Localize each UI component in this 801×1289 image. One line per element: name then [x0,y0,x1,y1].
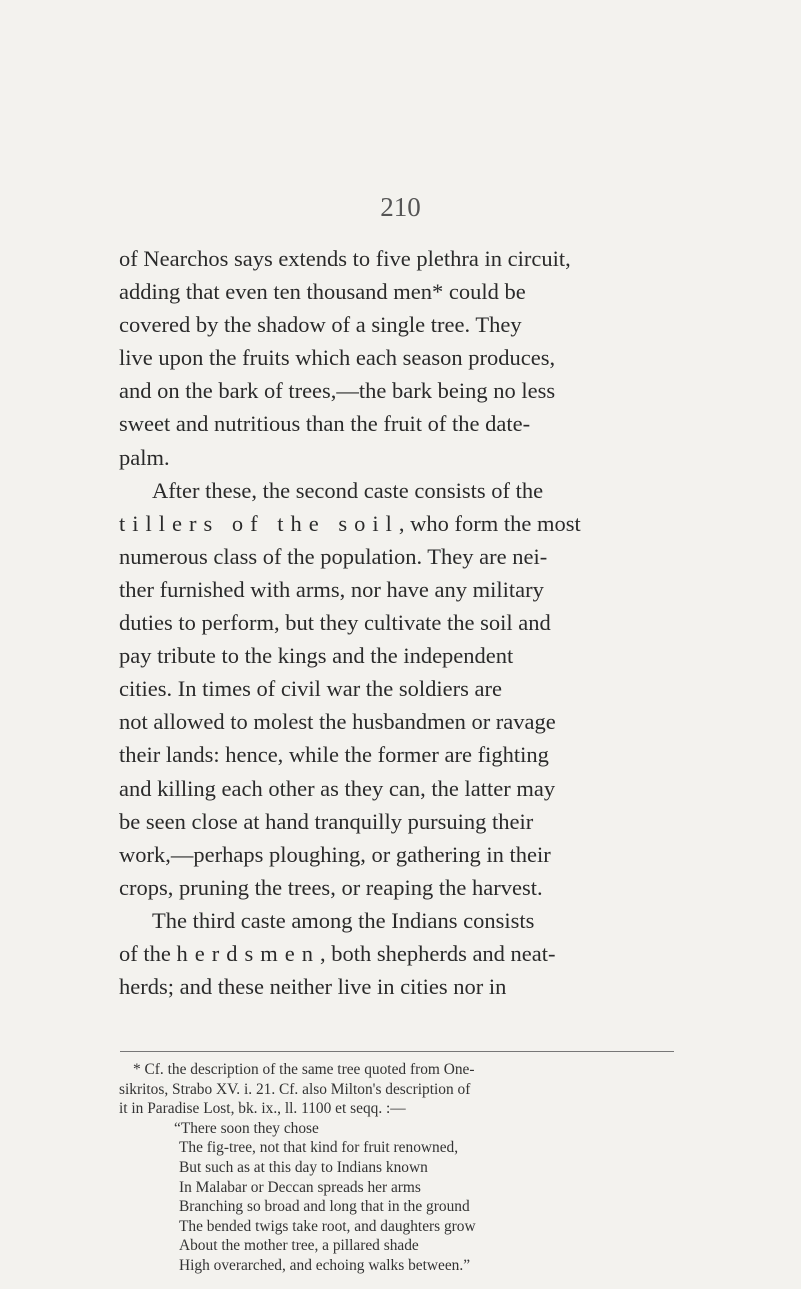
verse-line: High overarched, and echoing walks between.” [179,1256,471,1274]
text-line: The third caste among the Indians consists [152,907,535,933]
text-line: numerous class of the population. They are nei- [119,543,548,569]
text-line: herds; and these neither live in cities nor in [119,974,507,1000]
footnote-line: sikritos, Strabo XV. i. 21. Cf. also Milton's description of [119,1080,471,1098]
body-text [119,242,674,1003]
verse-line: About the mother tree, a pillared shade [179,1237,419,1255]
text-line: duties to perform, but they cultivate the soil and [119,610,551,636]
text-line: adding that even ten thousand men* could be [119,279,526,305]
text-line-spaced: tillers of the soil, who form the most [119,510,581,536]
text-line-spaced: of the herdsmen, both shepherds and neat- [119,940,556,966]
footnote [119,1060,674,1276]
text-line: ther furnished with arms, nor have any military [119,576,544,602]
text-line: After these, the second caste consists of the [152,477,544,503]
text-line: work,—perhaps ploughing, or gathering in their [119,841,551,867]
text-line: their lands: hence, while the former are fighting [119,742,549,768]
text-line: cities. In times of civil war the soldiers are [119,676,503,702]
text-line: be seen close at hand tranquilly pursuing their [119,808,534,834]
verse-line: The fig-tree, not that kind for fruit renowned, [179,1139,459,1157]
text-line: not allowed to molest the husbandmen or ravage [119,709,556,735]
text-line: and on the bark of trees,—the bark being no less [119,378,556,404]
verse-line: Branching so broad and long that in the ground [179,1198,470,1216]
text-line: and killing each other as they can, the latter may [119,775,556,801]
text-line: crops, pruning the trees, or reaping the harvest. [119,874,543,900]
text-line: covered by the shadow of a single tree. They [119,312,522,338]
verse-line: The bended twigs take root, and daughters grow [179,1217,476,1235]
verse-line: But such as at this day to Indians known [179,1158,428,1176]
text-line: pay tribute to the kings and the independent [119,643,514,669]
spaced-emphasis: herdsmen [176,940,320,966]
footnote-divider [120,1051,674,1052]
footnote-line: it in Paradise Lost, bk. ix., ll. 1100 et seqq. :— [119,1100,406,1118]
text-line: live upon the fruits which each season produces, [119,345,556,371]
verse-line: In Malabar or Deccan spreads her arms [179,1178,421,1196]
text-line: sweet and nutritious than the fruit of the date- [119,411,531,437]
footnote-line: * Cf. the description of the same tree quoted from One- [133,1061,475,1078]
spaced-emphasis: tillers of the soil [119,510,399,536]
verse-line: “There soon they chose [174,1119,319,1137]
text-line: of Nearchos says extends to five plethra in circuit, [119,246,571,271]
text-line: palm. [119,444,170,470]
page-number: 210 [380,192,421,222]
